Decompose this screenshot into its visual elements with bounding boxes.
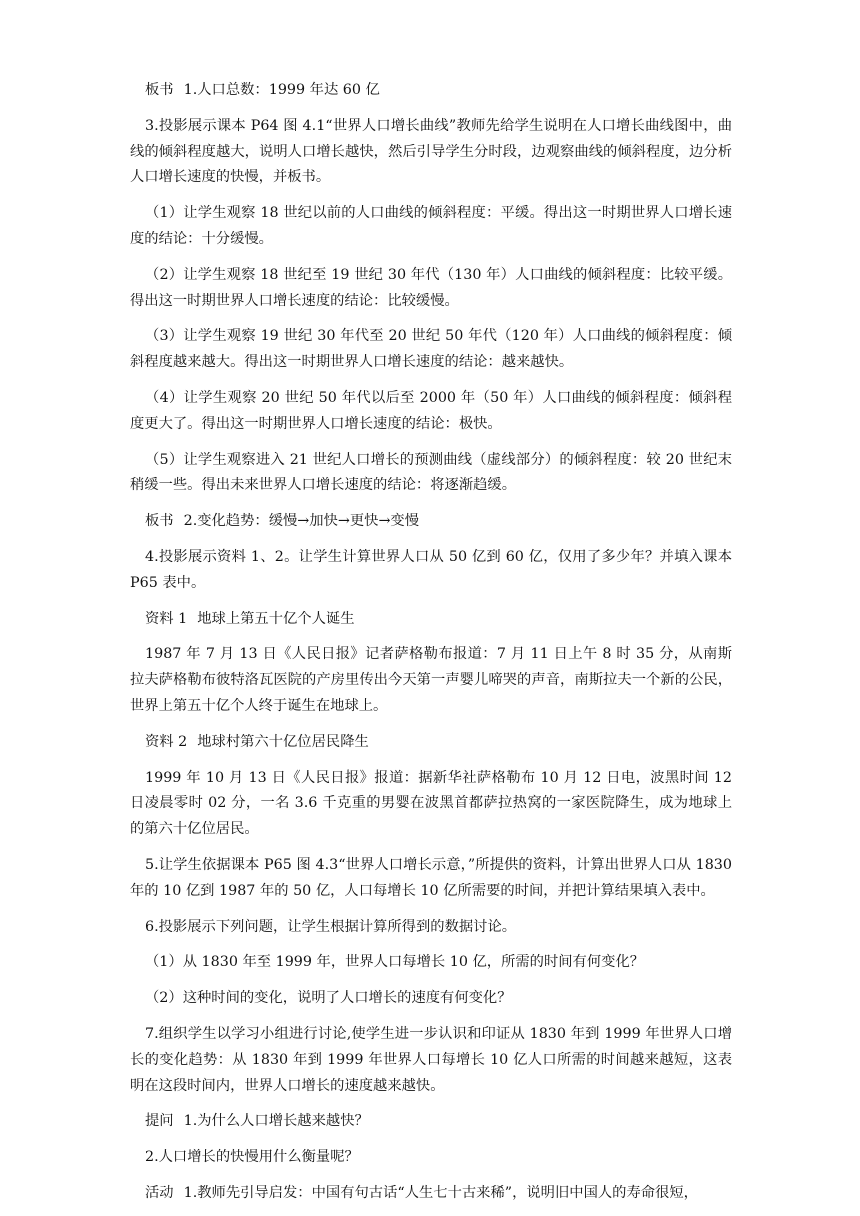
para-text: （3）让学生观察 19 世纪 30 年代至 20 世纪 50 年代（120 年）人口曲线的倾斜程度：倾斜程度越来越大。得出这一时期世界人口增长速度的结论：越来越快。 <box>130 328 732 371</box>
question-1 <box>130 950 732 976</box>
para-label: 板书 <box>145 513 174 530</box>
material-1-body <box>130 642 732 719</box>
para-text: 4.投影展示资料 1、2。让学生计算世界人口从 50 亿到 60 亿，仅用了多少年？并填入课本 P65 表中。 <box>130 548 732 591</box>
para-text: 1999 年 10 月 13 日《人民日报》报道：据新华社萨格勒布 10 月 12 日电，波黑时间 12 日凌晨零时 02 分，一名 3.6 千克重的男婴在波黑首都萨拉热窝的一家医院降生，成为地球上的第六十亿位居民。 <box>130 769 732 838</box>
board-note-1 <box>130 78 732 104</box>
para-text: 1.为什么人口增长越来越快？ <box>183 1113 369 1130</box>
paragraph-sub-1 <box>130 201 732 253</box>
para-text: 3.投影展示课本 P64 图 4.1“世界人口增长曲线”教师先给学生说明在人口增长曲线图中，曲线的倾斜程度越大，说明人口增长越快，然后引导学生分时段，边观察曲线的倾斜程度，边分析人口增长速度的快慢，并板书。 <box>130 117 732 186</box>
para-text: （2）让学生观察 18 世纪至 19 世纪 30 年代（130 年）人口曲线的倾斜程度：比较平缓。得出这一时期世界人口增长速度的结论：比较缓慢。 <box>130 266 732 309</box>
paragraph-sub-2 <box>130 263 732 315</box>
para-text: 地球上第五十亿个人诞生 <box>197 610 355 627</box>
ask-2 <box>130 1145 732 1171</box>
para-text: 1.人口总数：1999 年达 60 亿 <box>183 82 380 98</box>
para-text: 2.变化趋势：缓慢→加快→更快→变慢 <box>183 513 420 530</box>
ask-1 <box>130 1109 732 1135</box>
para-text: 地球村第六十亿位居民降生 <box>197 733 369 750</box>
para-text: （1）让学生观察 18 世纪以前的人口曲线的倾斜程度：平缓。得出这一时期世界人口增长速度的结论：十分缓慢。 <box>130 205 732 247</box>
para-text: 1987 年 7 月 13 日《人民日报》记者萨格勒布报道：7 月 11 日上午 8 时 35 分，从南斯拉夫萨格勒布彼特洛瓦医院的产房里传出今天第一声婴儿啼哭的声音，南斯拉夫一个新的公民，世界上第五十亿个人终于诞生在地球上。 <box>130 646 732 714</box>
para-label: 板书 <box>145 82 174 98</box>
board-note-2 <box>130 509 732 535</box>
paragraph-step-5 <box>130 853 732 905</box>
para-label: 活动 <box>145 1184 174 1201</box>
paragraph-step-4 <box>130 545 732 597</box>
activity-1 <box>130 1181 732 1207</box>
paragraph-step-3 <box>130 114 732 191</box>
para-label: 资料 2 <box>145 733 188 750</box>
para-text: 7.组织学生以学习小组进行讨论,使学生进一步认识和印证从 1830 年到 1999 年世界人口增长的变化趋势：从 1830 年到 1999 年世界人口每增长 10 亿人口所需的时间越来越短，这表明在这段时间内，世界人口增长的速度越来越快。 <box>130 1025 732 1094</box>
para-label: 提问 <box>145 1113 174 1130</box>
para-text: 6.投影展示下列问题，让学生根据计算所得到的数据讨论。 <box>145 918 517 935</box>
para-text: （2）这种时间的变化，说明了人口增长的速度有何变化？ <box>145 990 512 1007</box>
paragraph-sub-3 <box>130 324 732 376</box>
material-1-heading <box>130 607 732 633</box>
para-text: （1）从 1830 年至 1999 年，世界人口每增长 10 亿，所需的时间有何变化？ <box>145 954 645 971</box>
paragraph-step-7 <box>130 1022 732 1099</box>
paragraph-sub-4 <box>130 386 732 438</box>
material-2-body <box>130 766 732 843</box>
material-2-heading <box>130 730 732 756</box>
para-text: 1.教师先引导启发：中国有句古话“人生七十古来稀”，说明旧中国人的寿命很短， <box>183 1184 698 1201</box>
question-2 <box>130 986 732 1012</box>
paragraph-sub-5 <box>130 448 732 500</box>
para-text: （5）让学生观察进入 21 世纪人口增长的预测曲线（虚线部分）的倾斜程度：较 20 世纪末稍缓一些。得出未来世界人口增长速度的结论：将逐渐趋缓。 <box>130 451 732 494</box>
para-text: （4）让学生观察 20 世纪 50 年代以后至 2000 年（50 年）人口曲线的倾斜程度：倾斜程度更大了。得出这一时期世界人口增长速度的结论：极快。 <box>130 389 732 432</box>
para-text: 5.让学生依据课本 P65 图 4.3“世界人口增长示意，”所提供的资料，计算出世界人口从 1830 年的 10 亿到 1987 年的 50 亿，人口每增长 10 亿所需要的时间，并把计算结果填入表中。 <box>130 856 732 899</box>
para-text: 2.人口增长的快慢用什么衡量呢？ <box>145 1149 359 1166</box>
paragraph-step-6 <box>130 915 732 941</box>
para-label: 资料 1 <box>145 610 188 627</box>
